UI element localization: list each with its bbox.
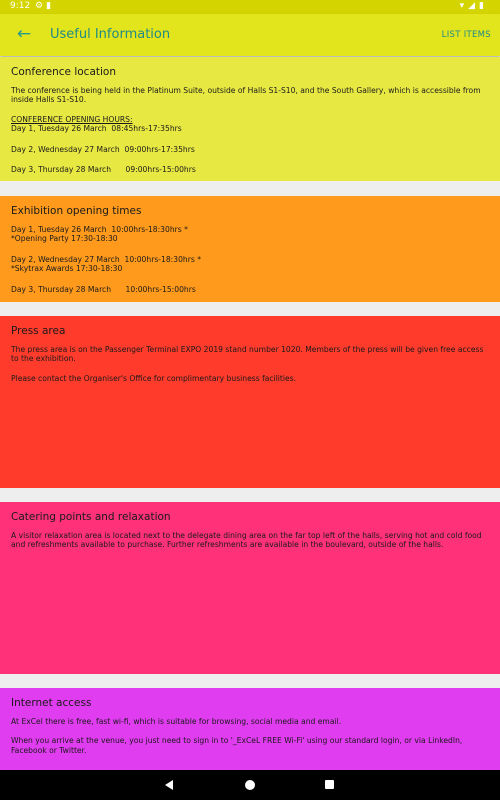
hours-day-1: Day 1, Tuesday 26 March 08:45hrs-17:35hrs [11,124,182,134]
section-body: At ExCel there is free, fast wi-fi, which is suitable for browsing, social media and email. [11,717,342,726]
section-title: Press area [11,325,66,337]
hours-day-3: Day 3, Thursday 28 March 09:00hrs-15:00hrs [11,165,196,175]
section-body: The press area is on the Passenger Terminal EXPO 2019 stand number 1020. Members of the press will be given free access to the exhibition. [11,345,484,364]
page-title: Useful Information [50,27,171,42]
battery-icon: ▮ [479,1,488,11]
section-body: Please contact the Organiser's Office for complimentary business facilities. [11,373,297,383]
section-body: The conference is being held in the Platinum Suite, outside of Halls S1-S10, and the South Gallery, which is accessible from inside Halls S1-S10. [11,86,481,105]
list-items-button[interactable]: LIST ITEMS [441,30,491,40]
exhibition-day-3: Day 3, Thursday 28 March 10:00hrs-15:00hrs [11,284,196,294]
section-title: Exhibition opening times [11,205,142,217]
section-body: When you arrive at the venue, you just need to sign in to '_ExCeL FREE Wi-Fi' using our standard login, or via LinkedIn, Facebook or Twitter. [11,736,463,755]
section-conference-location [0,57,500,181]
hours-heading: CONFERENCE OPENING HOURS: [11,114,133,124]
arrow-back-icon[interactable]: ← [16,24,32,44]
wifi-icon: ▾ [459,1,469,11]
nav-recents-icon[interactable] [325,780,334,789]
section-title: Catering points and relaxation [11,511,171,523]
status-bar [0,0,500,14]
status-left-icons [35,1,54,11]
section-title: Conference location [11,66,116,78]
section-exhibition-times [0,196,500,302]
app-bar [0,14,500,56]
clock: 9:12 [10,1,31,11]
nav-home-icon[interactable] [245,780,255,790]
nav-back-icon[interactable] [165,780,173,790]
section-catering [0,502,500,674]
section-press-area [0,316,500,488]
exhibition-day-1: Day 1, Tuesday 26 March 10:00hrs-18:30hrs * [11,225,188,234]
battery-saver-icon: ▮ [46,1,55,11]
exhibition-note-1: *Opening Party 17:30-18:30 [11,234,118,244]
exhibition-note-2: *Skytrax Awards 17:30-18:30 [11,264,123,274]
section-body: A visitor relaxation area is located next to the delegate dining area on the far top left of the halls, serving hot and cold food and refreshments available to purchase. Further refreshments are available in the boulevard, outside of the halls. [11,531,482,550]
section-internet-access [0,688,500,770]
status-right-icons [460,1,488,11]
system-nav-bar [0,770,500,800]
signal-icon: ◢ [468,1,480,11]
settings-icon: ⚙ [35,1,47,11]
section-title: Internet access [11,697,92,709]
hours-day-2: Day 2, Wednesday 27 March 09:00hrs-17:35hrs [11,144,195,154]
exhibition-day-2: Day 2, Wednesday 27 March 10:00hrs-18:30hrs * [11,254,201,264]
